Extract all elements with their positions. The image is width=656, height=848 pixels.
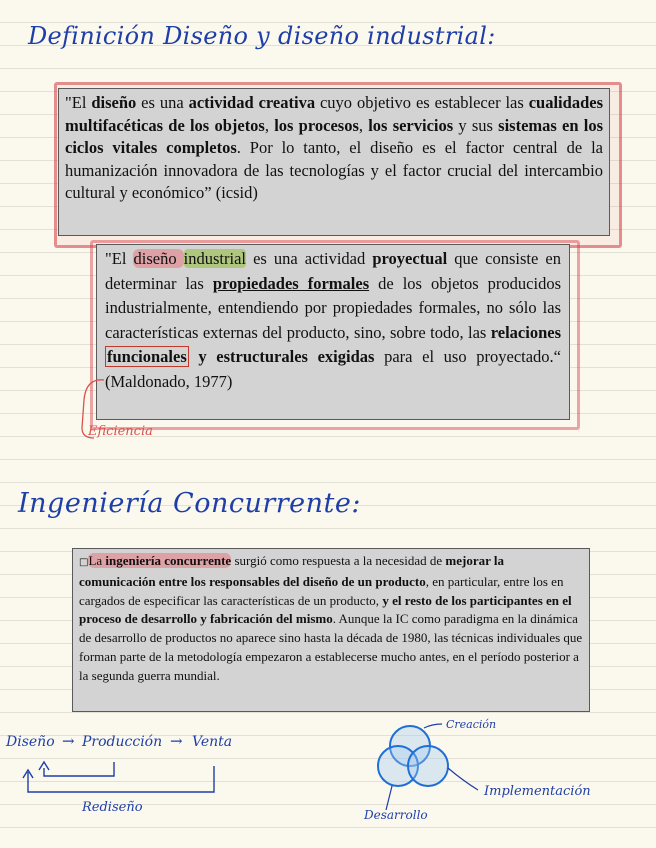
note-implementacion: Implementación bbox=[484, 784, 591, 799]
note-flow-venta: Venta bbox=[192, 734, 233, 750]
venn-circle-right bbox=[408, 746, 448, 786]
note-creacion: Creación bbox=[446, 718, 497, 731]
heading-definicion: Definición Diseño y diseño industrial: bbox=[28, 22, 496, 50]
quote-ingenieria-concurrente: □La ingeniería concurrente surgió como respuesta a la necesidad de mejorar la comunicación entre los responsables del diseño de un producto, en particular, entre los en cargados de especificar las características de un producto, y el resto de los participantes en el proceso de desarrollo y fabricación del mismo. Aunque la IC como paradigma en la dinámica de desarrollo de productos no aparece sino hasta la década de 1980, las técnicas individuales que forman parte de la metodología empezaron a establecerse mucho antes, en el período posterior a la segunda guerra mundial. bbox=[72, 548, 590, 712]
note-rediseno: Rediseño bbox=[82, 800, 143, 815]
loop-arrow-large bbox=[28, 766, 214, 792]
loop-arrow-large-head bbox=[23, 770, 33, 778]
note-flow-produccion: Producción bbox=[82, 734, 163, 750]
note-flow-diseno: Diseño bbox=[6, 734, 55, 750]
note-flow-arrow-2: → bbox=[170, 732, 183, 750]
venn-leader-creacion bbox=[424, 724, 442, 728]
venn-circle-left bbox=[378, 746, 418, 786]
loop-arrow-small bbox=[44, 762, 114, 776]
venn-leader-desarrollo bbox=[386, 786, 392, 810]
note-flow-arrow-1: → bbox=[62, 732, 75, 750]
venn-leader-implementacion bbox=[448, 768, 478, 790]
loop-arrow-small-head bbox=[39, 762, 49, 770]
note-desarrollo: Desarrollo bbox=[364, 808, 428, 822]
funcionales-box: funcionales bbox=[107, 347, 187, 366]
quote-icsid: "El diseño es una actividad creativa cuyo objetivo es establecer las cualidades multifacéticas de los objetos, los procesos, los servicios y sus sistemas en los ciclos vitales completos. Por lo tanto, el diseño es el factor central de la humanización innovadora de las tecnologías y el factor crucial del intercambio cultural y económico” (icsid) bbox=[58, 88, 610, 236]
heading-ingenieria: Ingeniería Concurrente: bbox=[18, 488, 361, 519]
note-eficiencia: Eficiencia bbox=[88, 424, 153, 439]
venn-circle-top bbox=[390, 726, 430, 766]
quote-maldonado: "El diseño industrial es una actividad proyectual que consiste en determinar las propiedades formales de los objetos producidos industrialmente, entendiendo por propiedades formales, no sólo las características externas del producto, sino, sobre todo, las relaciones funcionales y estructurales exigidas para el uso proyectado.“ (Maldonado, 1977) bbox=[96, 244, 570, 420]
